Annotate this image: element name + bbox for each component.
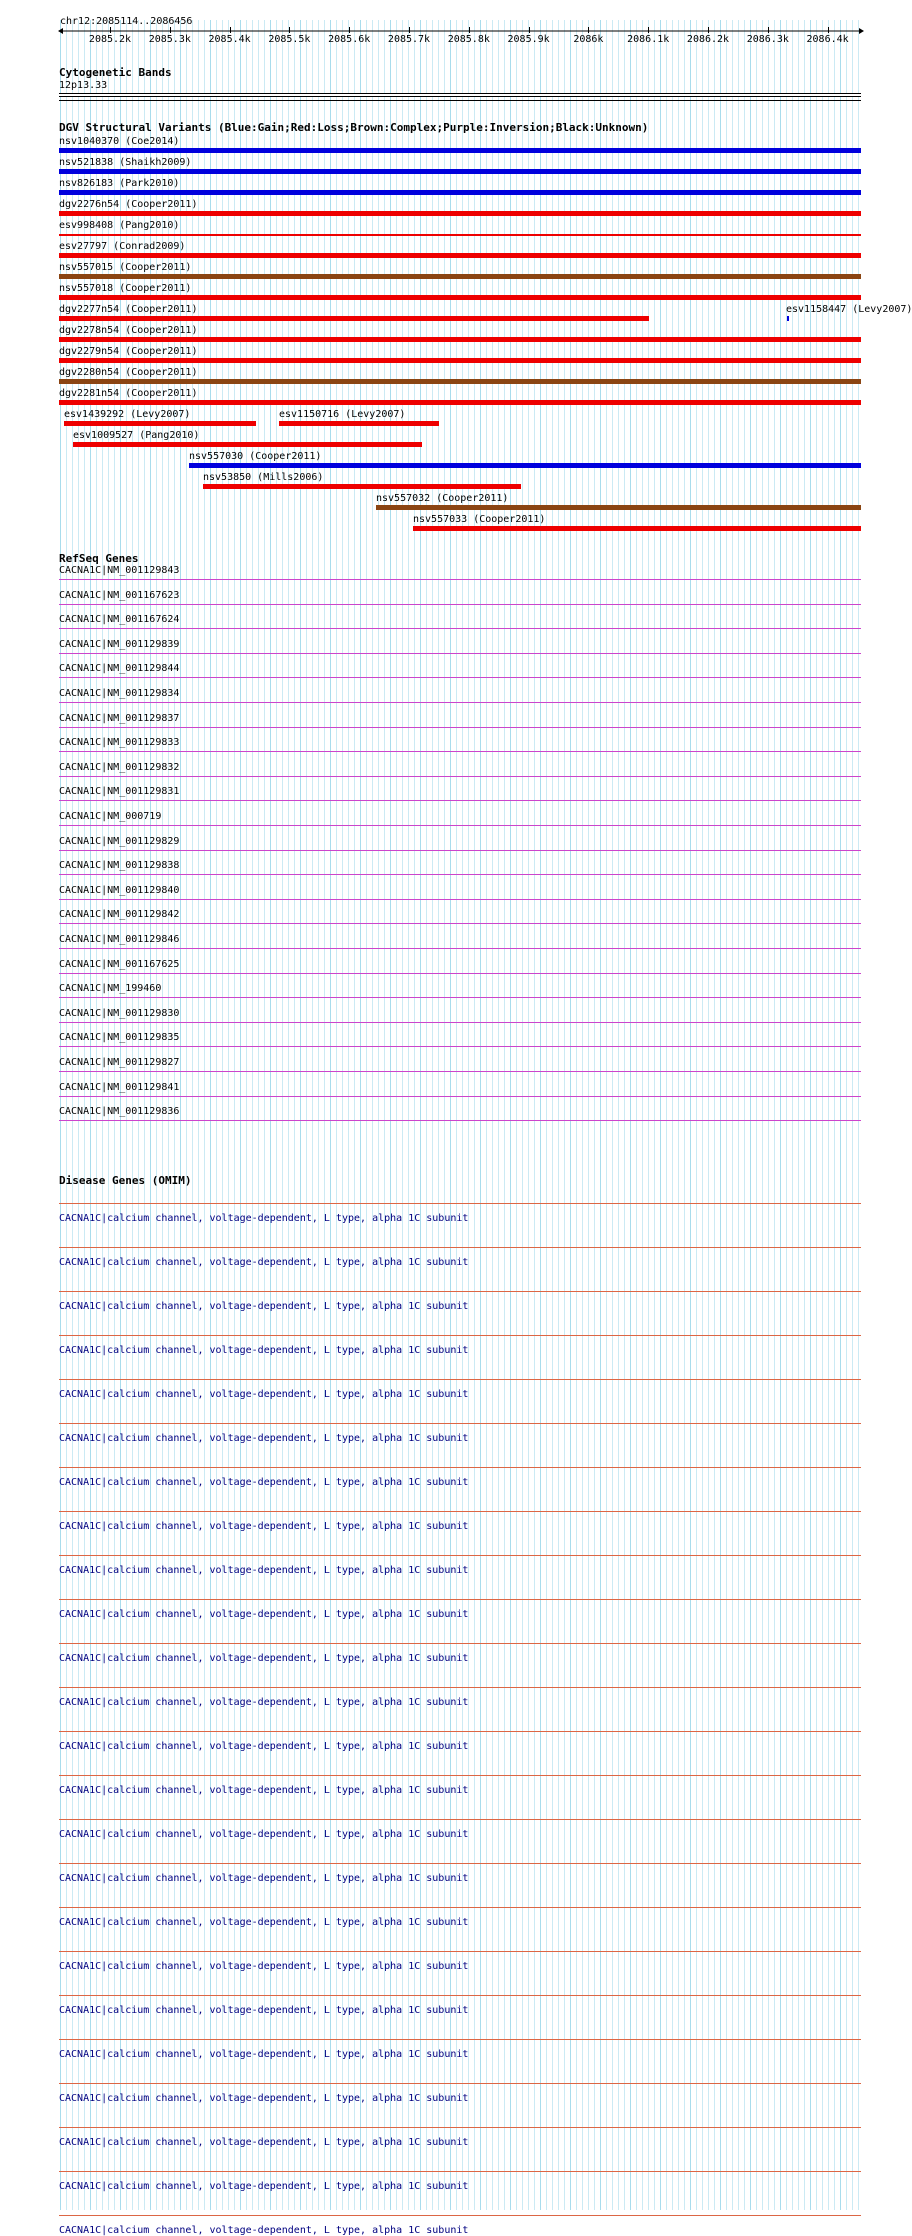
refseq-gene-label[interactable]: CACNA1C|NM_001129844 (59, 663, 180, 675)
refseq-gene-label[interactable]: CACNA1C|NM_001129837 (59, 712, 180, 724)
dgv-variant-label[interactable]: nsv1040370 (Coe2014) (59, 136, 180, 147)
omim-gene-line[interactable] (59, 1247, 861, 1248)
omim-gene-label[interactable]: CACNA1C|calcium channel, voltage-dependent, L type, alpha 1C subunit (59, 1301, 469, 1312)
omim-gene-label[interactable]: CACNA1C|calcium channel, voltage-dependent, L type, alpha 1C subunit (59, 1873, 469, 1884)
dgv-variant-bar[interactable] (59, 337, 861, 342)
omim-gene-label[interactable]: CACNA1C|calcium channel, voltage-dependent, L type, alpha 1C subunit (59, 2049, 469, 2060)
refseq-gene-line[interactable] (59, 825, 861, 826)
ruler-tick-mark (409, 27, 410, 33)
ruler-tick-mark (529, 27, 530, 33)
ruler-tick-label: 2086.2k (686, 34, 730, 45)
ruler-tick-label: 2086.4k (806, 34, 849, 45)
omim-gene-line[interactable] (59, 1731, 861, 1732)
omim-gene-label[interactable]: CACNA1C|calcium channel, voltage-dependent, L type, alpha 1C subunit (59, 1829, 469, 1840)
ruler-tick-label: 2085.4k (208, 34, 251, 45)
omim-gene-label[interactable]: CACNA1C|calcium channel, voltage-dependent, L type, alpha 1C subunit (59, 1521, 469, 1532)
omim-gene-line[interactable] (59, 1599, 861, 1600)
dgv-variant-bar[interactable] (203, 484, 521, 489)
dgv-variant-label[interactable]: esv1439292 (Levy2007) (64, 409, 191, 420)
dgv-variant-label[interactable]: esv998408 (Pang2010) (59, 220, 180, 231)
ruler-tick-mark (768, 27, 769, 33)
omim-gene-line[interactable] (59, 1819, 861, 1820)
dgv-variant-label[interactable]: esv1150716 (Levy2007) (279, 409, 406, 420)
dgv-variant-bar[interactable] (376, 505, 861, 510)
dgv-variant-bar[interactable] (59, 169, 861, 174)
dgv-variant-bar[interactable] (59, 316, 649, 321)
dgv-variant-label[interactable]: dgv2278n54 (Cooper2011) (59, 325, 198, 336)
omim-gene-line[interactable] (59, 1335, 861, 1336)
dgv-variant-bar[interactable] (59, 379, 861, 384)
refseq-gene-line[interactable] (59, 604, 861, 605)
omim-gene-line[interactable] (59, 1379, 861, 1380)
refseq-gene-line[interactable] (59, 923, 861, 924)
dgv-track-title: DGV Structural Variants (Blue:Gain;Red:Loss;Brown:Complex;Purple:Inversion;Black:Unknown) (59, 121, 649, 134)
refseq-gene-label[interactable]: CACNA1C|NM_001129830 (59, 1007, 180, 1019)
refseq-gene-label[interactable]: CACNA1C|NM_001129834 (59, 688, 180, 699)
refseq-gene-label[interactable]: CACNA1C|NM_001129829 (59, 835, 180, 847)
ruler-tick-mark (170, 27, 171, 33)
omim-gene-label[interactable]: CACNA1C|calcium channel, voltage-dependent, L type, alpha 1C subunit (59, 1653, 469, 1664)
ruler-tick-mark (588, 27, 589, 33)
refseq-gene-label[interactable]: CACNA1C|NM_001129841 (59, 1081, 180, 1093)
dgv-variant-label[interactable]: nsv557030 (Cooper2011) (189, 451, 322, 462)
refseq-gene-label[interactable]: CACNA1C|NM_001129843 (59, 565, 180, 576)
dgv-variant-label[interactable]: nsv557018 (Cooper2011) (59, 283, 192, 294)
dgv-variant-bar[interactable] (279, 421, 439, 426)
omim-gene-label[interactable]: CACNA1C|calcium channel, voltage-dependent, L type, alpha 1C subunit (59, 1213, 469, 1224)
dgv-variant-label[interactable]: esv1009527 (Pang2010) (73, 430, 200, 441)
cytoband-label: 12p13.33 (59, 80, 108, 91)
dgv-variant-bar[interactable] (787, 316, 789, 321)
refseq-gene-line[interactable] (59, 948, 861, 949)
refseq-gene-label[interactable]: CACNA1C|NM_001167624 (59, 614, 180, 626)
omim-gene-line[interactable] (59, 1511, 861, 1512)
omim-gene-label[interactable]: CACNA1C|calcium channel, voltage-dependent, L type, alpha 1C subunit (59, 2181, 469, 2192)
dgv-variant-label[interactable]: dgv2276n54 (Cooper2011) (59, 199, 198, 210)
dgv-variant-bar[interactable] (59, 253, 861, 258)
ruler-tick-mark (110, 27, 111, 33)
ruler-tick-mark (648, 27, 649, 33)
refseq-gene-label[interactable]: CACNA1C|NM_000719 (59, 811, 162, 822)
ruler-tick-label: 2085.9k (507, 34, 550, 45)
omim-gene-label[interactable]: CACNA1C|calcium channel, voltage-dependent, L type, alpha 1C subunit (59, 2005, 469, 2016)
omim-gene-line[interactable] (59, 2127, 861, 2128)
refseq-gene-label[interactable]: CACNA1C|NM_001129827 (59, 1057, 180, 1068)
refseq-gene-line[interactable] (59, 751, 861, 752)
refseq-gene-line[interactable] (59, 874, 861, 875)
refseq-gene-label[interactable]: CACNA1C|NM_001129838 (59, 860, 180, 872)
omim-gene-label[interactable]: CACNA1C|calcium channel, voltage-dependent, L type, alpha 1C subunit (59, 1917, 469, 1928)
refseq-gene-line[interactable] (59, 702, 861, 703)
omim-gene-label[interactable]: CACNA1C|calcium channel, voltage-dependent, L type, alpha 1C subunit (59, 1477, 469, 1488)
refseq-gene-line[interactable] (59, 1071, 861, 1072)
dgv-variant-bar[interactable] (59, 400, 861, 405)
omim-gene-line[interactable] (59, 2171, 861, 2172)
omim-gene-line[interactable] (59, 1423, 861, 1424)
dgv-variant-label[interactable]: nsv826183 (Park2010) (59, 178, 180, 189)
refseq-gene-label[interactable]: CACNA1C|NM_001167623 (59, 589, 180, 601)
omim-gene-label[interactable]: CACNA1C|calcium channel, voltage-dependent, L type, alpha 1C subunit (59, 1345, 469, 1356)
refseq-gene-line[interactable] (59, 653, 861, 654)
dgv-variant-bar[interactable] (59, 295, 861, 300)
ruler-tick-label: 2085.3k (148, 34, 191, 45)
refseq-gene-label[interactable]: CACNA1C|NM_001129831 (59, 786, 180, 798)
omim-gene-line[interactable] (59, 1863, 861, 1864)
omim-gene-label[interactable]: CACNA1C|calcium channel, voltage-dependent, L type, alpha 1C subunit (59, 1389, 469, 1400)
dgv-variant-label[interactable]: nsv557032 (Cooper2011) (376, 493, 509, 504)
refseq-gene-label[interactable]: CACNA1C|NM_199460 (59, 983, 162, 995)
ruler-tick-label: 2086.3k (746, 34, 789, 45)
omim-gene-line[interactable] (59, 1291, 861, 1292)
ruler-tick-mark (349, 27, 350, 33)
ruler-tick-mark (469, 27, 470, 33)
ruler-tick-label: 2085.2k (88, 34, 132, 45)
ruler-tick-label: 2085.5k (268, 34, 311, 45)
omim-gene-line[interactable] (59, 2083, 861, 2084)
dgv-variant-label[interactable]: nsv557015 (Cooper2011) (59, 262, 192, 273)
omim-gene-label[interactable]: CACNA1C|calcium channel, voltage-dependent, L type, alpha 1C subunit (59, 1257, 469, 1268)
refseq-gene-line[interactable] (59, 677, 861, 678)
omim-gene-label[interactable]: CACNA1C|calcium channel, voltage-dependent, L type, alpha 1C subunit (59, 1785, 469, 1796)
refseq-gene-line[interactable] (59, 800, 861, 801)
dgv-variant-bar[interactable] (59, 211, 861, 216)
dgv-variant-bar[interactable] (59, 148, 861, 153)
refseq-gene-label[interactable]: CACNA1C|NM_001129832 (59, 761, 180, 773)
dgv-variant-bar[interactable] (189, 463, 861, 468)
refseq-gene-label[interactable]: CACNA1C|NM_001129840 (59, 884, 180, 896)
omim-gene-label[interactable]: CACNA1C|calcium channel, voltage-dependent, L type, alpha 1C subunit (59, 1697, 469, 1708)
refseq-gene-label[interactable]: CACNA1C|NM_001129835 (59, 1032, 180, 1044)
dgv-variant-bar[interactable] (64, 421, 256, 426)
ruler-tick-label: 2086.1k (627, 34, 670, 45)
dgv-variant-bar[interactable] (59, 274, 861, 279)
refseq-gene-line[interactable] (59, 973, 861, 974)
omim-gene-line[interactable] (59, 1643, 861, 1644)
ruler-tick-mark (230, 27, 231, 33)
dgv-variant-label[interactable]: nsv53850 (Mills2006) (203, 472, 324, 483)
omim-gene-label[interactable]: CACNA1C|calcium channel, voltage-dependent, L type, alpha 1C subunit (59, 1741, 469, 1752)
cytoband-track-title: Cytogenetic Bands (59, 66, 172, 79)
ruler-tick-label: 2086k (573, 34, 604, 45)
refseq-gene-line[interactable] (59, 776, 861, 777)
dgv-variant-bar[interactable] (73, 442, 422, 447)
cytoband-bar (59, 93, 861, 97)
locus-label: chr12:2085114..2086456 (60, 16, 193, 27)
dgv-variant-label[interactable]: dgv2280n54 (Cooper2011) (59, 367, 198, 378)
refseq-gene-line[interactable] (59, 899, 861, 900)
ruler-tick-mark (708, 27, 709, 33)
dgv-variant-bar[interactable] (59, 190, 861, 195)
dgv-variant-bar[interactable] (59, 234, 861, 236)
ruler-tick-label: 2085.7k (387, 34, 431, 45)
refseq-gene-line[interactable] (59, 850, 861, 851)
refseq-gene-line[interactable] (59, 997, 861, 998)
refseq-gene-line[interactable] (59, 727, 861, 728)
omim-gene-line[interactable] (59, 1951, 861, 1952)
dgv-variant-bar[interactable] (413, 526, 861, 531)
dgv-variant-label[interactable]: dgv2279n54 (Cooper2011) (59, 346, 198, 357)
dgv-variant-label[interactable]: esv27797 (Conrad2009) (59, 241, 186, 252)
cytoband-separator (59, 100, 861, 101)
omim-gene-line[interactable] (59, 2039, 861, 2040)
omim-gene-line[interactable] (59, 2215, 861, 2216)
omim-gene-label[interactable]: CACNA1C|calcium channel, voltage-dependent, L type, alpha 1C subunit (59, 1961, 469, 1972)
refseq-track-title: RefSeq Genes (59, 552, 139, 565)
ruler-tick-mark (828, 27, 829, 33)
ruler-tick-label: 2085.6k (328, 34, 371, 45)
omim-gene-label[interactable]: CACNA1C|calcium channel, voltage-dependent, L type, alpha 1C subunit (59, 1609, 469, 1620)
omim-gene-line[interactable] (59, 1995, 861, 1996)
refseq-gene-line[interactable] (59, 1120, 861, 1121)
omim-gene-line[interactable] (59, 1203, 861, 1204)
refseq-gene-label[interactable]: CACNA1C|NM_001129836 (59, 1106, 180, 1118)
refseq-gene-line[interactable] (59, 628, 861, 629)
dgv-variant-label[interactable]: dgv2281n54 (Cooper2011) (59, 388, 198, 399)
omim-gene-label[interactable]: CACNA1C|calcium channel, voltage-dependent, L type, alpha 1C subunit (59, 1433, 469, 1444)
omim-gene-label[interactable]: CACNA1C|calcium channel, voltage-dependent, L type, alpha 1C subunit (59, 2093, 469, 2104)
refseq-gene-line[interactable] (59, 1046, 861, 1047)
omim-track-title: Disease Genes (OMIM) (59, 1174, 192, 1187)
dgv-variant-label[interactable]: nsv557033 (Cooper2011) (413, 514, 546, 525)
refseq-gene-line[interactable] (59, 579, 861, 580)
omim-gene-label[interactable]: CACNA1C|calcium channel, voltage-dependent, L type, alpha 1C subunit (59, 2137, 469, 2148)
refseq-gene-label[interactable]: CACNA1C|NM_001129846 (59, 934, 180, 945)
refseq-gene-label[interactable]: CACNA1C|NM_001167625 (59, 958, 180, 970)
refseq-gene-label[interactable]: CACNA1C|NM_001129839 (59, 638, 180, 650)
ruler-tick-mark (289, 27, 290, 33)
refseq-gene-line[interactable] (59, 1096, 861, 1097)
dgv-variant-label[interactable]: esv1158447 (Levy2007) (786, 304, 912, 315)
omim-gene-line[interactable] (59, 1687, 861, 1688)
dgv-variant-bar[interactable] (59, 358, 861, 363)
omim-gene-line[interactable] (59, 1555, 861, 1556)
omim-gene-label[interactable]: CACNA1C|calcium channel, voltage-dependent, L type, alpha 1C subunit (59, 1565, 469, 1576)
dgv-variant-label[interactable]: dgv2277n54 (Cooper2011) (59, 304, 198, 315)
refseq-gene-label[interactable]: CACNA1C|NM_001129833 (59, 737, 180, 749)
omim-gene-line[interactable] (59, 1467, 861, 1468)
ruler-tick-label: 2085.8k (447, 34, 490, 45)
omim-gene-line[interactable] (59, 1775, 861, 1776)
omim-gene-line[interactable] (59, 1907, 861, 1908)
refseq-gene-line[interactable] (59, 1022, 861, 1023)
dgv-variant-label[interactable]: nsv521838 (Shaikh2009) (59, 157, 192, 168)
omim-gene-label[interactable]: CACNA1C|calcium channel, voltage-dependent, L type, alpha 1C subunit (59, 2225, 469, 2236)
refseq-gene-label[interactable]: CACNA1C|NM_001129842 (59, 909, 180, 921)
